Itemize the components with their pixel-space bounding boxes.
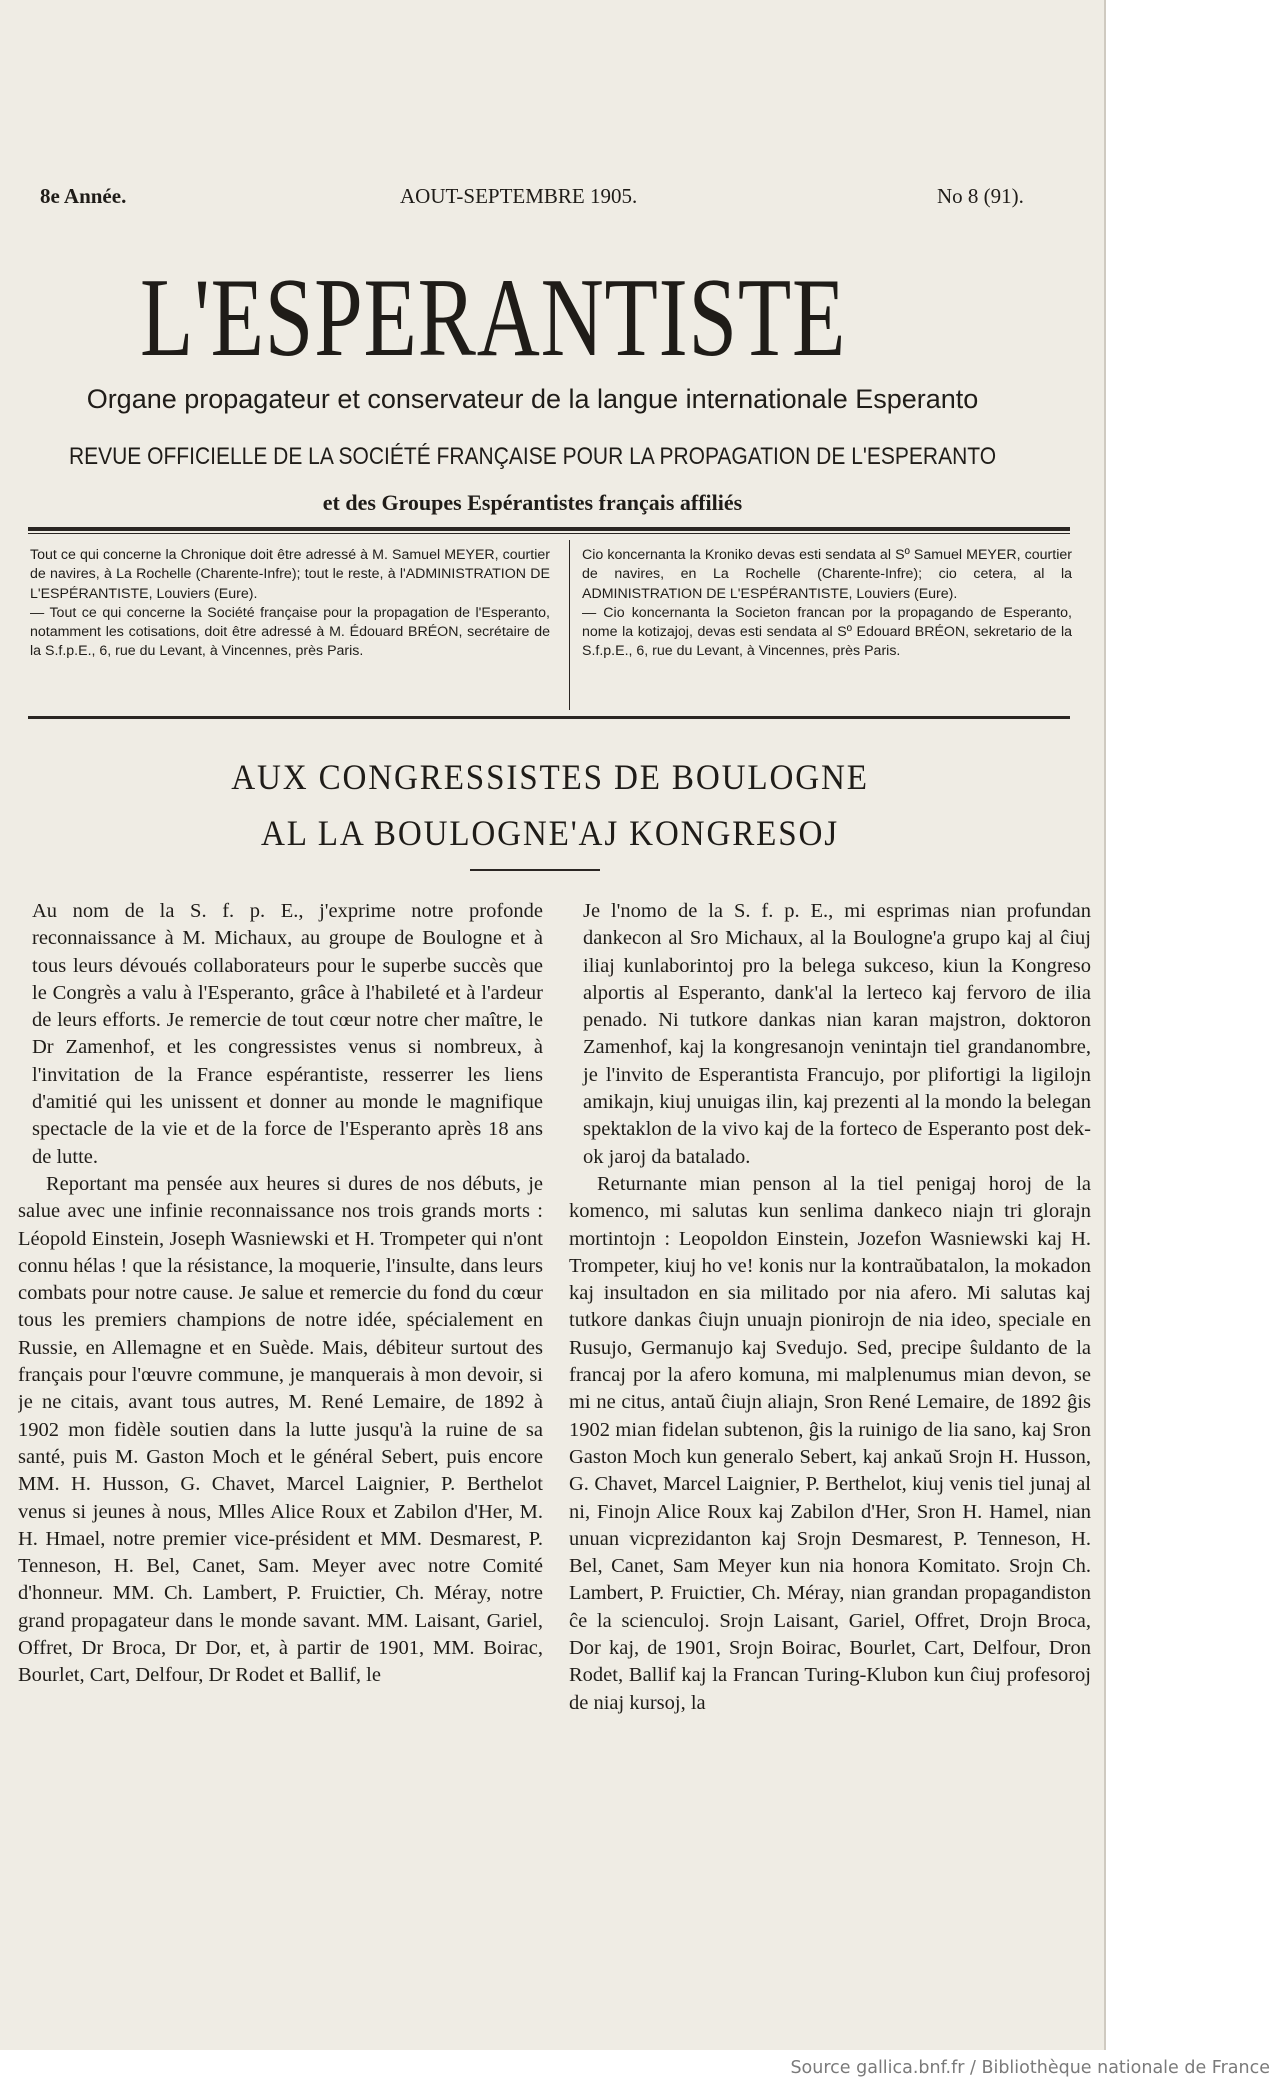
headline-esperanto: AL LA BOULOGNE'AJ KONGRESOJ xyxy=(261,813,839,853)
masthead-title: L'ESPERANTISTE xyxy=(140,256,847,380)
article-paragraph: Je l'nomo de la S. f. p. E., mi esprimas nian profundan dankecon al Sro Michaux, al la Boulogne'a grupo kaj al ĉiuj iliaj kunlaborintoj pro la belega sukceso, kiun la Kongreso alportis al Esperanto, dank'al la lerteco kaj fervoro de ilia penado. Ni tutkore dankas nian karan majstron, doktoron Zamenhof, kaj la kongresanojn venintajn tiel grandanombre, je l'invito de Esperantista Francujo, por plifortigi la ligilojn amikajn, kiuj unuigas ilin, kaj prezenti al la mondo la belegan spektaklon de la vivo kaj de la forteco de Esperanto post dek-ok jaroj da batalado. xyxy=(583,900,1091,1168)
masthead-subtitle: Organe propagateur et conservateur de la langue internationale Esperanto xyxy=(86,384,979,414)
notice-french xyxy=(30,546,550,662)
issue-number: No 8 (91). xyxy=(937,184,1024,208)
top-rule-thin xyxy=(28,533,1070,534)
page-edge xyxy=(1104,0,1106,2050)
notice-paragraph: Cio koncernanta la Kroniko devas esti sendata al Sº Samuel MEYER, courtier de navires, en La Rochelle (Charente-Infre); cio cetera, al la ADMINISTRATION DE L'ESPÉRANTISTE, Louviers (Eure). xyxy=(582,547,1072,602)
notice-esperanto xyxy=(582,546,1072,662)
headline-rule xyxy=(470,869,600,871)
top-rule xyxy=(28,527,1070,531)
article-column-esperanto xyxy=(569,898,1091,1938)
masthead-groupes: et des Groupes Espérantistes français affiliés xyxy=(322,490,743,515)
article-paragraph: Reportant ma pensée aux heures si dures de nos débuts, je salue avec une infinie reconnaissance nos trois grands morts : Léopold Einstein, Joseph Wasniewski et H. Trompeter qui n'ont connu hélas ! que la résistance, la moquerie, l'insulte, dans leurs combats pour notre cause. Je salue et remercie du fond du cœur tous les premiers champions de notre idée, spécialement en Russie, en Allemagne et en Suède. Mais, débiteur surtout des français pour l'œuvre commune, je manquerais à mon devoir, si je ne citais, avant tous autres, M. René Lemaire, de 1892 à 1902 mon fidèle soutien dans la lutte jusqu'à la ruine de sa santé, puis M. Gaston Moch et le général Sebert, puis encore MM. H. Husson, G. Chavet, Marcel Laignier, P. Berthelot venus si jeunes à nous, Mlles Alice Roux et Zabilon d'Her, M. H. Hmael, notre premier vice-président et MM. Desmarest, P. Tenneson, H. Bel, Canet, Sam. Meyer avec notre Comité d'honneur. MM. Ch. Lambert, P. Fruictier, Ch. Méray, notre grand propagateur dans le monde savant. MM. Laisant, Gariel, Offret, Dr Broca, Dr Dor, et, à partir de 1901, MM. Boirac, Bourlet, Cart, Delfour, Dr Rodet et Ballif, le xyxy=(18,1172,543,1687)
article-paragraph: Returnante mian penson al la tiel penigaj horoj de la komenco, mi salutas kun senlima dankeco niajn tri glorajn mortintojn : Leopoldon Einstein, Jozefon Wasniewski kaj H. Trompeter, kiuj ho ve! konis nur la kontraŭbatalon, la mokadon kaj insultadon en sia militado por nia afero. Mi salutas kaj tutkore dankas ĉiujn unuajn pionirojn de nia ideo, speciale en Rusujo, Germanujo kaj Svedujo. Sed, precipe ŝuldanto de la francaj por la afero komuna, mi malplenumus mian devon, se mi ne citus, antaŭ ĉiujn aliajn, Sron René Lemaire, de 1892 ĝis 1902 mian fidelan subtenon, ĝis la ruinigo de lia sano, kaj Sron Gaston Moch kun generalo Sebert, kaj ankaŭ Srojn H. Husson, G. Chavet, Marcel Laignier, P. Berthelot, kiuj venis tiel junaj al ni, Finojn Alice Roux kaj Zabilon d'Her, Sron H. Hamel, nian unuan vicprezidanton kaj Srojn Desmarest, P. Tenneson, H. Bel, Canet, Sam Meyer kun nia honora Komitato. Srojn Ch. Lambert, P. Fruictier, Ch. Méray, nian grandan propagandiston ĉe la scienculoj. Srojn Laisant, Gariel, Offret, Drojn Broca, Dor kaj, de 1901, Srojn Boirac, Bourlet, Cart, Delfour, Dron Rodet, Ballif kaj la Francan Turing-Klubon kun ĉiuj profesoroj de niaj kursoj, la xyxy=(569,1172,1091,1714)
notice-paragraph: — Tout ce qui concerne la Société française pour la propagation de l'Esperanto, notamment les cotisations, doit être adressé à M. Édouard BRÉON, secrétaire de la S.f.p.E., 6, rue du Levant, à Vincennes, près Paris. xyxy=(30,604,550,660)
notice-divider xyxy=(569,540,570,710)
article-paragraph: Au nom de la S. f. p. E., j'exprime notre profonde reconnaissance à M. Michaux, au groupe de Boulogne et à tous leurs dévoués collaborateurs pour le superbe succès que le Congrès a valu à l'Esperanto, grâce à l'habileté et à l'ardeur de leurs efforts. Je remercie de tout cœur notre cher maître, le Dr Zamenhof, et les congressistes venus si nombreux, à l'invitation de la France espérantiste, resserrer les liens d'amitié qui les unissent et donner au monde le magnifique spectacle de la vie et de la force de l'Esperanto après 18 ans de lutte. xyxy=(32,900,543,1168)
headline-french: AUX CONGRESSISTES DE BOULOGNE xyxy=(231,757,869,797)
edition-label: 8e Année. xyxy=(40,184,127,208)
masthead-revue: REVUE OFFICIELLE DE LA SOCIÉTÉ FRANÇAISE POUR LA PROPAGATION DE L'ESPERANTO xyxy=(68,443,997,470)
notice-paragraph: — Cio koncernanta la Societon francan por la propagando de Esperanto, nome la kotizajoj, devas esti sendata al Sº Edouard BRÉON, sekretario de la S.f.p.E., 6, rue du Levant, à Vincennes, près Paris. xyxy=(582,604,1072,660)
source-credit: Source gallica.bnf.fr / Bibliothèque nationale de France xyxy=(790,2058,1270,2078)
issue-date: AOUT-SEPTEMBRE 1905. xyxy=(400,184,638,208)
notice-paragraph: Tout ce qui concerne la Chronique doit être adressé à M. Samuel MEYER, courtier de navires, à La Rochelle (Charente-Infre); tout le reste, à l'ADMINISTRATION DE L'ESPÉRANTISTE, Louviers (Eure). xyxy=(30,547,550,602)
notice-bottom-rule xyxy=(28,716,1070,719)
article-column-french xyxy=(18,898,543,1938)
